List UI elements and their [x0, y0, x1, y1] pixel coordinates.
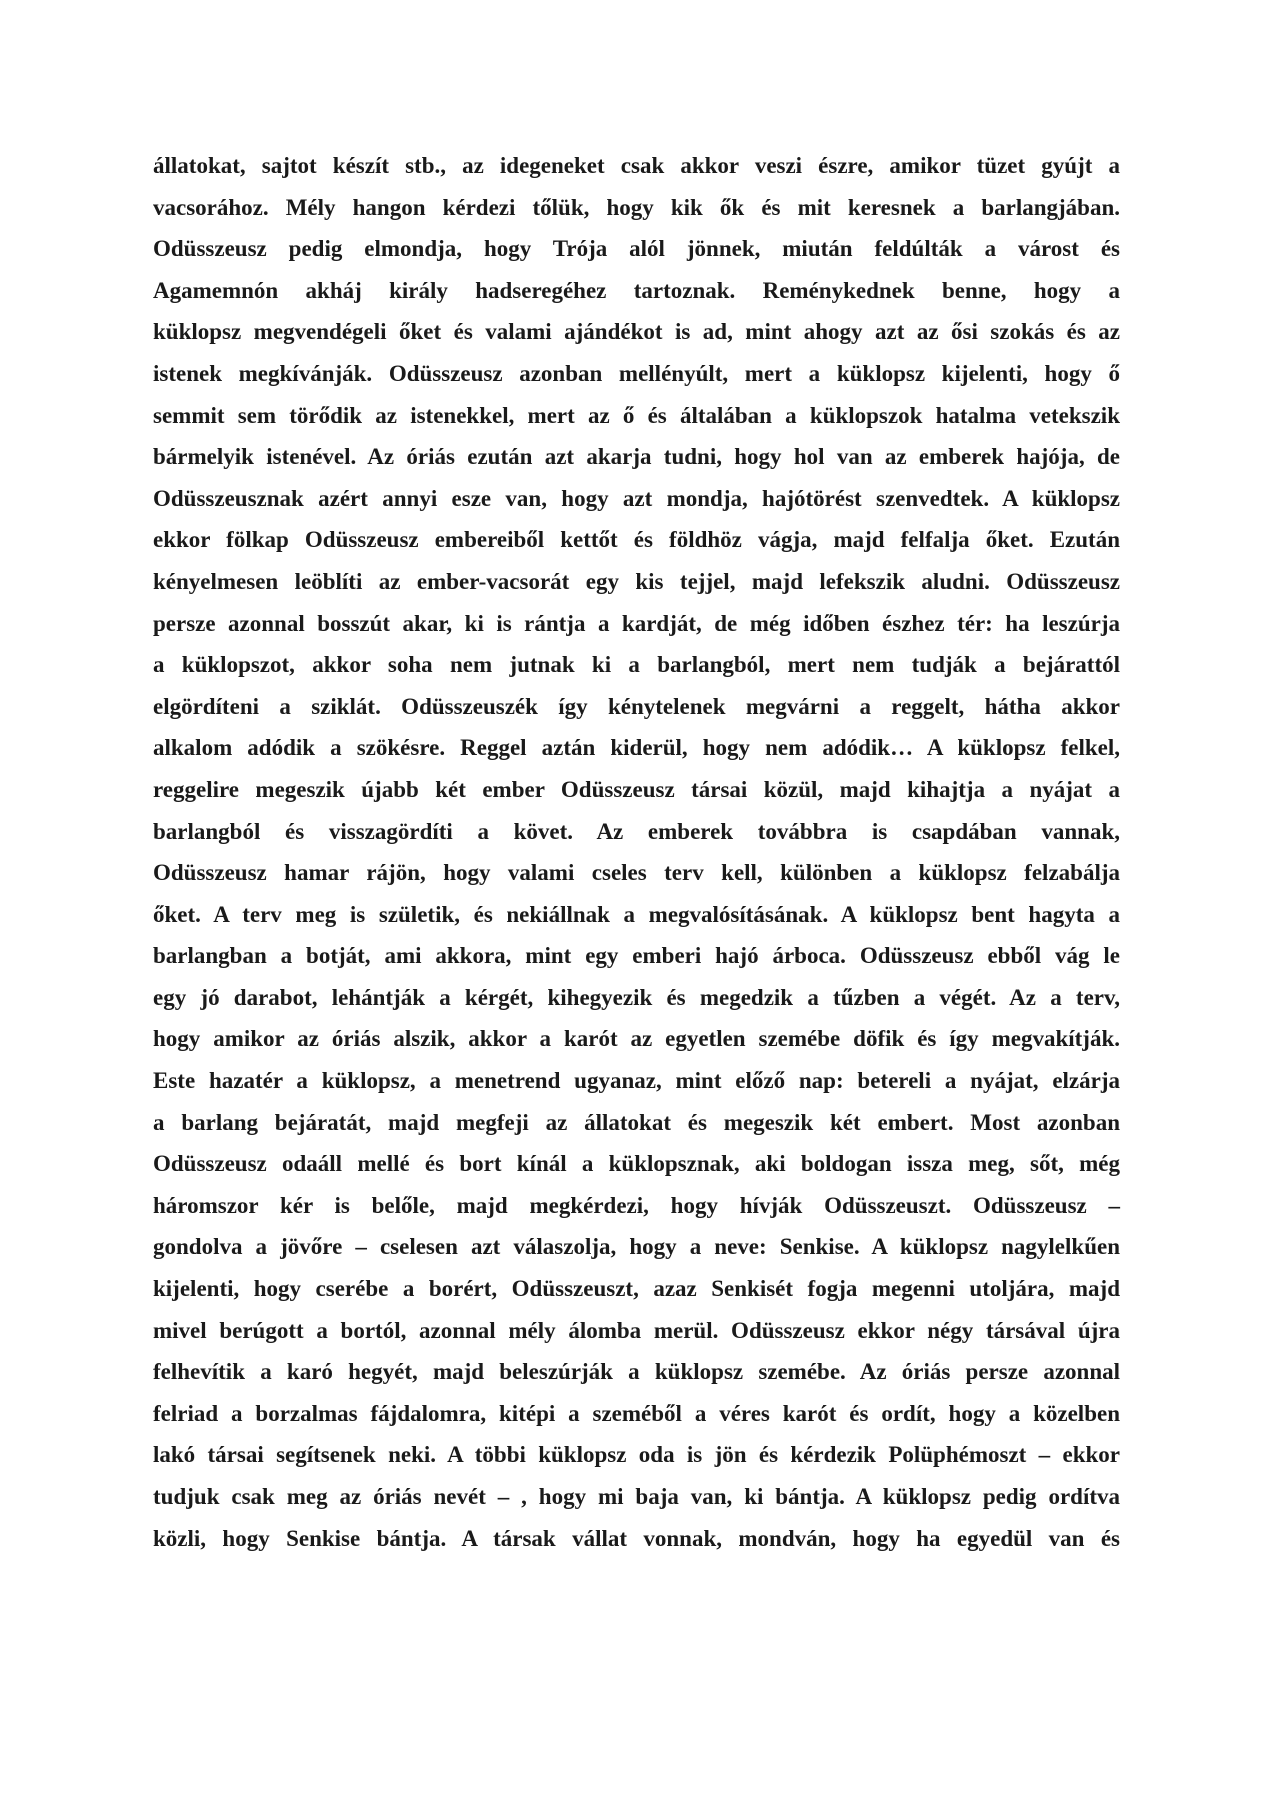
text-line: barlangból és visszagördíti a követ. Az emberek továbbra is csapdában vannak, [153, 818, 1120, 844]
text-line: felhevítik a karó hegyét, majd beleszúrják a küklopsz szemébe. Az óriás persze azonnal [153, 1359, 1120, 1385]
text-line: Odüsszeusz pedig elmondja, hogy Trója alól jönnek, miután feldúlták a várost és [153, 236, 1120, 262]
text-line: tudjuk csak meg az óriás nevét – , hogy mi baja van, ki bántja. A küklopsz pedig ordítva [153, 1484, 1120, 1509]
text-line: lakó társai segítsenek neki. A többi küklopsz oda is jön és kérdezik Polüphémoszt – ekkor [153, 1442, 1120, 1468]
text-line: gondolva a jövőre – cselesen azt válaszolja, hogy a neve: Senkise. A küklopsz nagylelkűen [153, 1234, 1120, 1260]
body-text [153, 145, 1120, 1559]
text-line: persze azonnal bosszút akar, ki is rántja a kardját, de még időben észhez tér: ha leszúrja [153, 610, 1120, 636]
text-line: a küklopszot, akkor soha nem jutnak ki a barlangból, mert nem tudják a bejárattól [153, 652, 1120, 678]
text-line: hogy amikor az óriás alszik, akkor a karót az egyetlen szemébe döfik és így megvakítják. [153, 1026, 1120, 1052]
text-line: felriad a borzalmas fájdalomra, kitépi a szeméből a véres karót és ordít, hogy a közelben [153, 1400, 1120, 1426]
text-line: kijelenti, hogy cserébe a borért, Odüsszeuszt, azaz Senkisét fogja megenni utoljára, majd [153, 1276, 1120, 1302]
text-line: Odüsszeusznak azért annyi esze van, hogy azt mondja, hajótörést szenvedtek. A küklopsz [153, 485, 1120, 511]
text-line: kényelmesen leöblíti az ember-vacsorát egy kis tejjel, majd lefekszik aludni. Odüsszeusz [153, 568, 1120, 594]
text-line: barlangban a botját, ami akkora, mint egy emberi hajó árboca. Odüsszeusz ebből vág le [153, 943, 1120, 969]
text-line: őket. A terv meg is születik, és nekiállnak a megvalósításának. A küklopsz bent hagyta a [153, 901, 1120, 927]
text-line: vacsorához. Mély hangon kérdezi tőlük, hogy kik ők és mit keresnek a barlangjában. [153, 194, 1120, 220]
text-line: háromszor kér is belőle, majd megkérdezi, hogy hívják Odüsszeuszt. Odüsszeusz – [153, 1192, 1120, 1218]
text-line: istenek megkívánják. Odüsszeusz azonban mellényúlt, mert a küklopsz kijelenti, hogy ő [153, 360, 1120, 386]
text-line: közli, hogy Senkise bántja. A társak vállat vonnak, mondván, hogy ha egyedül van és [153, 1525, 1120, 1551]
text-line: küklopsz megvendégeli őket és valami ajándékot is ad, mint ahogy azt az ősi szokás és az [153, 319, 1120, 345]
text-line: Odüsszeusz hamar rájön, hogy valami cseles terv kell, különben a küklopsz felzabálja [153, 860, 1120, 886]
text-line: ekkor fölkap Odüsszeusz embereiből kettőt és földhöz vágja, majd felfalja őket. Ezután [153, 527, 1120, 553]
text-line: a barlang bejáratát, majd megfeji az állatokat és megeszik két embert. Most azonban [153, 1109, 1120, 1135]
text-line: Este hazatér a küklopsz, a menetrend ugyanaz, mint előző nap: betereli a nyájat, elzárja [153, 1068, 1120, 1094]
text-line: mivel berúgott a bortól, azonnal mély álomba merül. Odüsszeusz ekkor négy társával újra [153, 1317, 1120, 1343]
text-line: reggelire megeszik újabb két ember Odüsszeusz társai közül, majd kihajtja a nyájat a [153, 776, 1120, 802]
text-line: elgördíteni a sziklát. Odüsszeuszék így kénytelenek megvárni a reggelt, hátha akkor [153, 693, 1120, 719]
text-line: bármelyik istenével. Az óriás ezután azt akarja tudni, hogy hol van az emberek hajója, de [153, 444, 1120, 470]
text-line: Odüsszeusz odaáll mellé és bort kínál a küklopsznak, aki boldogan issza meg, sőt, még [153, 1151, 1120, 1177]
text-line: semmit sem törődik az istenekkel, mert az ő és általában a küklopszok hatalma vetekszik [153, 402, 1120, 428]
text-line: Agamemnón akháj király hadseregéhez tartoznak. Reménykednek benne, hogy a [153, 277, 1120, 303]
text-line: alkalom adódik a szökésre. Reggel aztán kiderül, hogy nem adódik… A küklopsz felkel, [153, 735, 1120, 761]
text-line: egy jó darabot, lehántják a kérgét, kihegyezik és megedzik a tűzben a végét. Az a terv, [153, 984, 1120, 1010]
text-line: állatokat, sajtot készít stb., az idegeneket csak akkor veszi észre, amikor tüzet gyújt a [153, 153, 1120, 178]
